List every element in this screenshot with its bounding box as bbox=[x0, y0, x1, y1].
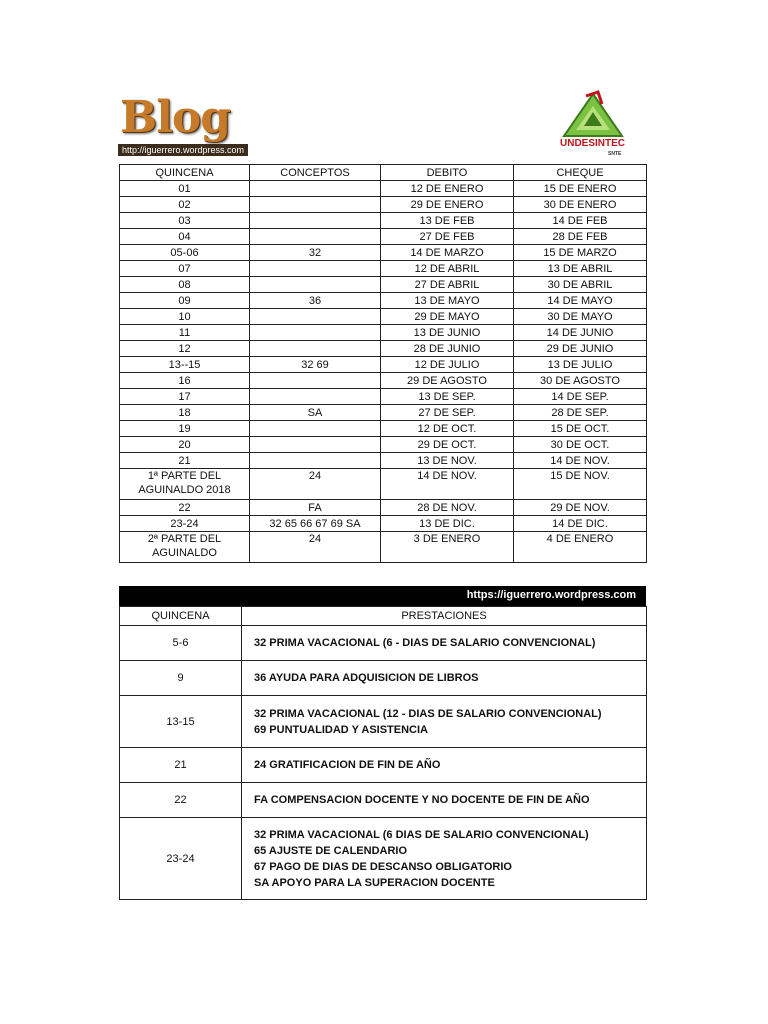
quincena-cell: 23-24 bbox=[120, 516, 250, 532]
cheque-cell: 30 DE OCT. bbox=[514, 437, 647, 453]
header-quincena: QUINCENA bbox=[120, 607, 242, 626]
quincena-cell: 16 bbox=[120, 373, 250, 389]
recycle-triangle-icon bbox=[558, 90, 628, 140]
conceptos-cell bbox=[250, 437, 381, 453]
quincena-cell: 21 bbox=[120, 748, 242, 783]
conceptos-cell bbox=[250, 325, 381, 341]
table-row bbox=[120, 373, 647, 389]
cheque-cell: 15 DE NOV. bbox=[514, 469, 647, 500]
prestacion-description bbox=[242, 783, 647, 818]
conceptos-cell bbox=[250, 277, 381, 293]
table-row bbox=[120, 197, 647, 213]
conceptos-cell bbox=[250, 453, 381, 469]
cheque-cell: 29 DE JUNIO bbox=[514, 341, 647, 357]
table-row bbox=[120, 421, 647, 437]
quincena-cell: 9 bbox=[120, 661, 242, 696]
cheque-cell: 15 DE OCT. bbox=[514, 421, 647, 437]
prestacion-line: SA APOYO PARA LA SUPERACION DOCENTE bbox=[254, 876, 495, 889]
table-row bbox=[120, 181, 647, 197]
table-row bbox=[120, 325, 647, 341]
quincena-cell: 5-6 bbox=[120, 626, 242, 661]
quincena-cell: 21 bbox=[120, 453, 250, 469]
conceptos-cell bbox=[250, 197, 381, 213]
header-prestaciones: PRESTACIONES bbox=[242, 607, 647, 626]
table-row bbox=[120, 626, 647, 661]
quincena-cell: 01 bbox=[120, 181, 250, 197]
debito-cell: 28 DE NOV. bbox=[381, 500, 514, 516]
cheque-cell: 30 DE ENERO bbox=[514, 197, 647, 213]
debito-cell: 28 DE JUNIO bbox=[381, 341, 514, 357]
payment-calendar-table bbox=[119, 164, 647, 563]
quincena-cell: 1ª PARTE DEL AGUINALDO 2018 bbox=[120, 469, 250, 500]
prestacion-line: 65 AJUSTE DE CALENDARIO bbox=[254, 844, 408, 857]
header-conceptos: CONCEPTOS bbox=[250, 165, 381, 181]
quincena-cell: 02 bbox=[120, 197, 250, 213]
undesintec-logo bbox=[558, 90, 630, 158]
quincena-cell: 04 bbox=[120, 229, 250, 245]
prestacion-description bbox=[242, 626, 647, 661]
prestacion-line: 69 PUNTUALIDAD Y ASISTENCIA bbox=[254, 723, 428, 736]
quincena-cell: 05-06 bbox=[120, 245, 250, 261]
quincena-cell: 08 bbox=[120, 277, 250, 293]
banner-url: https://iguerrero.wordpress.com bbox=[466, 589, 636, 601]
debito-cell: 12 DE JULIO bbox=[381, 357, 514, 373]
table-row bbox=[120, 469, 647, 500]
prestacion-description bbox=[242, 818, 647, 900]
debito-cell: 12 DE ABRIL bbox=[381, 261, 514, 277]
table-row bbox=[120, 245, 647, 261]
url-banner bbox=[119, 586, 646, 606]
conceptos-cell bbox=[250, 341, 381, 357]
prestacion-line: 67 PAGO DE DIAS DE DESCANSO OBLIGATORIO bbox=[254, 860, 512, 873]
conceptos-cell bbox=[250, 421, 381, 437]
table-row bbox=[120, 405, 647, 421]
cheque-cell: 4 DE ENERO bbox=[514, 532, 647, 563]
table-row bbox=[120, 389, 647, 405]
blog-logo-url: http://iguerrero.wordpress.com bbox=[118, 144, 248, 156]
debito-cell: 29 DE OCT. bbox=[381, 437, 514, 453]
conceptos-cell bbox=[250, 261, 381, 277]
quincena-cell: 03 bbox=[120, 213, 250, 229]
conceptos-cell: 32 69 bbox=[250, 357, 381, 373]
cheque-cell: 14 DE JUNIO bbox=[514, 325, 647, 341]
debito-cell: 29 DE AGOSTO bbox=[381, 373, 514, 389]
cheque-cell: 29 DE NOV. bbox=[514, 500, 647, 516]
header-quincena: QUINCENA bbox=[120, 165, 250, 181]
cheque-cell: 14 DE SEP. bbox=[514, 389, 647, 405]
cheque-cell: 15 DE ENERO bbox=[514, 181, 647, 197]
blog-logo-text: Blog bbox=[120, 92, 231, 143]
prestacion-line: 24 GRATIFICACION DE FIN DE AÑO bbox=[254, 759, 441, 771]
cheque-cell: 14 DE FEB bbox=[514, 213, 647, 229]
table-row bbox=[120, 696, 647, 748]
header-cheque: CHEQUE bbox=[514, 165, 647, 181]
table-row bbox=[120, 661, 647, 696]
quincena-cell: 17 bbox=[120, 389, 250, 405]
conceptos-cell: 36 bbox=[250, 293, 381, 309]
header-debito: DEBITO bbox=[381, 165, 514, 181]
conceptos-cell bbox=[250, 213, 381, 229]
conceptos-cell bbox=[250, 389, 381, 405]
undesintec-logo-name: UNDESINTEC bbox=[560, 138, 626, 149]
cheque-cell: 28 DE FEB bbox=[514, 229, 647, 245]
debito-cell: 27 DE FEB bbox=[381, 229, 514, 245]
undesintec-logo-sub: SNTE bbox=[608, 151, 622, 157]
cheque-cell: 28 DE SEP. bbox=[514, 405, 647, 421]
prestacion-line: 32 PRIMA VACACIONAL (12 - DIAS DE SALARIO CONVENCIONAL) bbox=[254, 707, 602, 720]
debito-cell: 13 DE DIC. bbox=[381, 516, 514, 532]
table-row bbox=[120, 229, 647, 245]
conceptos-cell: 24 bbox=[250, 469, 381, 500]
table-row bbox=[120, 516, 647, 532]
prestacion-line: FA COMPENSACION DOCENTE Y NO DOCENTE DE FIN DE AÑO bbox=[254, 794, 590, 806]
quincena-cell: 11 bbox=[120, 325, 250, 341]
cheque-cell: 30 DE MAYO bbox=[514, 309, 647, 325]
table-row bbox=[120, 783, 647, 818]
debito-cell: 14 DE MARZO bbox=[381, 245, 514, 261]
conceptos-cell: 32 bbox=[250, 245, 381, 261]
table-row bbox=[120, 213, 647, 229]
debito-cell: 29 DE MAYO bbox=[381, 309, 514, 325]
quincena-cell: 23-24 bbox=[120, 818, 242, 900]
cheque-cell: 14 DE NOV. bbox=[514, 453, 647, 469]
quincena-cell: 10 bbox=[120, 309, 250, 325]
conceptos-cell bbox=[250, 181, 381, 197]
debito-cell: 12 DE ENERO bbox=[381, 181, 514, 197]
debito-cell: 14 DE NOV. bbox=[381, 469, 514, 500]
table-row bbox=[120, 437, 647, 453]
cheque-cell: 14 DE MAYO bbox=[514, 293, 647, 309]
cheque-cell: 14 DE DIC. bbox=[514, 516, 647, 532]
debito-cell: 29 DE ENERO bbox=[381, 197, 514, 213]
conceptos-cell: 24 bbox=[250, 532, 381, 563]
prestacion-description bbox=[242, 661, 647, 696]
quincena-cell: 13-15 bbox=[120, 696, 242, 748]
debito-cell: 27 DE SEP. bbox=[381, 405, 514, 421]
conceptos-cell bbox=[250, 309, 381, 325]
quincena-cell: 12 bbox=[120, 341, 250, 357]
table-row bbox=[120, 748, 647, 783]
conceptos-cell: 32 65 66 67 69 SA bbox=[250, 516, 381, 532]
prestacion-line: 36 AYUDA PARA ADQUISICION DE LIBROS bbox=[254, 672, 479, 684]
conceptos-cell bbox=[250, 373, 381, 389]
quincena-cell: 22 bbox=[120, 783, 242, 818]
table-row bbox=[120, 293, 647, 309]
quincena-cell: 09 bbox=[120, 293, 250, 309]
table-row bbox=[120, 341, 647, 357]
debito-cell: 13 DE JUNIO bbox=[381, 325, 514, 341]
table-row bbox=[120, 818, 647, 900]
prestaciones-header-row bbox=[120, 607, 647, 626]
debito-cell: 13 DE FEB bbox=[381, 213, 514, 229]
quincena-cell: 22 bbox=[120, 500, 250, 516]
cheque-cell: 13 DE JULIO bbox=[514, 357, 647, 373]
prestacion-description bbox=[242, 748, 647, 783]
quincena-cell: 18 bbox=[120, 405, 250, 421]
table-row bbox=[120, 261, 647, 277]
cheque-cell: 13 DE ABRIL bbox=[514, 261, 647, 277]
debito-cell: 13 DE MAYO bbox=[381, 293, 514, 309]
quincena-cell: 20 bbox=[120, 437, 250, 453]
conceptos-cell: FA bbox=[250, 500, 381, 516]
cheque-cell: 15 DE MARZO bbox=[514, 245, 647, 261]
table-row bbox=[120, 309, 647, 325]
debito-cell: 27 DE ABRIL bbox=[381, 277, 514, 293]
debito-cell: 12 DE OCT. bbox=[381, 421, 514, 437]
debito-cell: 3 DE ENERO bbox=[381, 532, 514, 563]
table-row bbox=[120, 532, 647, 563]
prestacion-description bbox=[242, 696, 647, 748]
prestacion-line: 32 PRIMA VACACIONAL (6 DIAS DE SALARIO CONVENCIONAL) bbox=[254, 828, 589, 841]
debito-cell: 13 DE NOV. bbox=[381, 453, 514, 469]
table-row bbox=[120, 357, 647, 373]
quincena-cell: 13--15 bbox=[120, 357, 250, 373]
quincena-cell: 19 bbox=[120, 421, 250, 437]
table-row bbox=[120, 277, 647, 293]
prestacion-line: 32 PRIMA VACACIONAL (6 - DIAS DE SALARIO CONVENCIONAL) bbox=[254, 637, 596, 649]
prestaciones-table bbox=[119, 606, 647, 900]
quincena-cell: 2ª PARTE DEL AGUINALDO bbox=[120, 532, 250, 563]
blog-logo bbox=[118, 92, 258, 158]
conceptos-cell bbox=[250, 229, 381, 245]
calendar-header-row bbox=[120, 165, 647, 181]
quincena-cell: 07 bbox=[120, 261, 250, 277]
debito-cell: 13 DE SEP. bbox=[381, 389, 514, 405]
table-row bbox=[120, 453, 647, 469]
table-row bbox=[120, 500, 647, 516]
conceptos-cell: SA bbox=[250, 405, 381, 421]
cheque-cell: 30 DE AGOSTO bbox=[514, 373, 647, 389]
cheque-cell: 30 DE ABRIL bbox=[514, 277, 647, 293]
